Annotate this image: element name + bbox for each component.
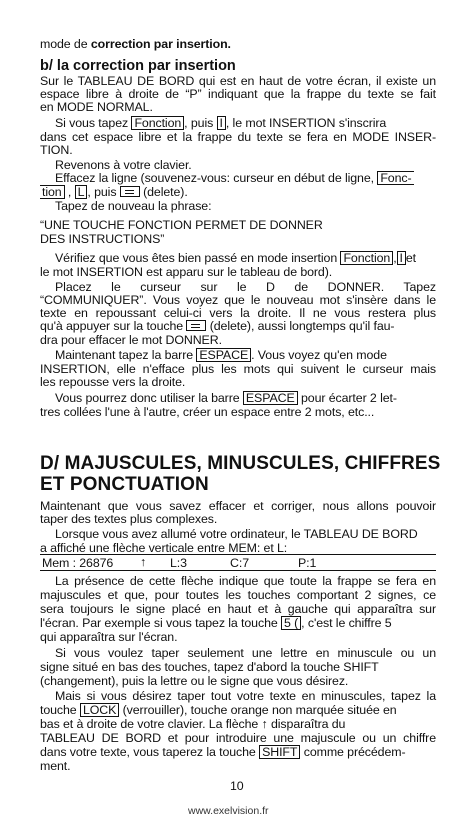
- paragraph-line: Sur le TABLEAU DE BORD qui est en haut de votre écran, il existe un: [40, 74, 436, 88]
- paragraph-line: les repousse vers la droite.: [40, 375, 186, 389]
- paragraph-line: qui apparaîtra sur l'écran.: [40, 630, 178, 644]
- paragraph-line: le mot INSERTION est apparu sur le tableau de bord).: [40, 265, 333, 279]
- quote-line: DES INSTRUCTIONS”: [40, 232, 165, 246]
- fonction-key-part: Fonc-: [377, 171, 413, 185]
- paragraph-line: (changement), puis la lettre ou le signe que vous désirez.: [40, 674, 349, 688]
- paragraph-line: texte en repoussant celui-ci vers la droite. Il ne vous restera plus: [40, 306, 436, 320]
- intro-bold-text: correction par insertion.: [90, 37, 231, 51]
- paragraph-line: Lorsque vous avez allumé votre ordinateur, le TABLEAU DE BORD: [55, 527, 418, 541]
- paragraph-line: Tapez de nouveau la phrase:: [55, 199, 212, 213]
- status-column: C:7: [230, 556, 249, 570]
- paragraph-line: “COMMUNIQUER”. Vous voyez que le nouveau mot s'insère dans le: [40, 293, 436, 307]
- i-key: I: [217, 116, 226, 130]
- section-heading-b: b/ la correction par insertion: [40, 58, 236, 74]
- paragraph-line: touche LOCK (verrouiller), touche orange non marquée située en: [40, 703, 397, 717]
- intro-text: mode de: [40, 37, 88, 51]
- paragraph-line: Revenons à votre clavier.: [55, 158, 192, 172]
- quote-line: “UNE TOUCHE FONCTION PERMET DE DONNER: [40, 218, 323, 232]
- intro-line: [40, 37, 231, 51]
- paragraph-line: ment.: [40, 759, 71, 773]
- status-line: L:3: [170, 556, 187, 570]
- i-key: I: [397, 251, 406, 265]
- paragraph-line: INSERTION, elle n'efface plus les mots qui suivent le curseur mais: [40, 362, 436, 376]
- up-arrow-icon: ↑: [261, 717, 268, 731]
- paragraph-line: dans cet espace libre et la frappe du texte se fera en MODE INSER-: [40, 130, 436, 144]
- paragraph-line: bas et à droite de votre clavier. La flèche ↑ disparaîtra du: [40, 717, 346, 731]
- paragraph-line: tion , L , puis (delete).: [42, 185, 188, 199]
- section-heading-d-line2: ET PONCTUATION: [40, 474, 209, 495]
- footer-url: www.exelvision.fr: [188, 805, 269, 817]
- paragraph-line: Effacez la ligne (souvenez-vous: curseur en début de ligne, Fonc-: [55, 171, 412, 185]
- paragraph-line: qu'à appuyer sur la touche (delete), aussi longtemps qu'il fau-: [40, 319, 395, 333]
- paragraph-line: Si vous voulez taper seulement une lettre en minuscule ou un: [55, 646, 436, 660]
- five-key: 5 (: [281, 616, 301, 630]
- espace-key: ESPACE: [243, 391, 298, 405]
- paragraph-line: Mais si vous désirez taper tout votre texte en minuscules, tapez la: [55, 689, 436, 703]
- paragraph-line: dra pour effacer le mot DONNER.: [40, 333, 222, 347]
- lock-key: LOCK: [80, 703, 119, 717]
- paragraph-line: Maintenant tapez la barre ESPACE . Vous voyez qu'en mode: [55, 348, 387, 362]
- paragraph-line: TION.: [40, 143, 73, 157]
- paragraph-line: l'écran. Par exemple si vous tapez la touche 5 ( , c'est le chiffre 5: [40, 616, 392, 630]
- delete-key-icon: [120, 186, 140, 197]
- paragraph-line: a affiché une flèche verticale entre MEM: et L:: [40, 541, 288, 555]
- shift-key: SHIFT: [259, 745, 300, 759]
- paragraph-line: taper des textes plus complexes.: [40, 512, 218, 526]
- fonction-key: Fonction: [340, 251, 393, 265]
- delete-key-icon: [186, 320, 206, 331]
- paragraph-line: dans votre texte, vous taperez la touche SHIFT comme précédem-: [40, 745, 406, 759]
- paragraph-line: espace libre à droite de “P” indiquant que la frappe du texte se fait: [40, 87, 436, 101]
- page-number: 10: [230, 779, 244, 793]
- status-bar: [40, 554, 436, 571]
- paragraph-line: Placez le curseur sur le D de DONNER. Tapez: [55, 280, 436, 294]
- paragraph-line: sera toujours le signe placé en haut et à gauche qui apparaîtra sur: [40, 602, 436, 616]
- paragraph-line: majuscules et que, pour toutes les touches comportant 2 signes, ce: [40, 588, 436, 602]
- paragraph-line: en MODE NORMAL.: [40, 100, 153, 114]
- status-page: P:1: [298, 556, 317, 570]
- paragraph-line: tres collées l'une à l'autre, créer un espace entre 2 mots, etc...: [40, 405, 375, 419]
- fonction-key: Fonction: [131, 116, 184, 130]
- l-key: L: [75, 185, 88, 199]
- paragraph-line: TABLEAU DE BORD et pour introduire une majuscule ou un chiffre: [40, 731, 436, 745]
- espace-key: ESPACE: [196, 348, 251, 362]
- status-mem: Mem : 26876: [42, 556, 114, 570]
- paragraph-line: signe situé en bas des touches, tapez d'abord la touche SHIFT: [40, 660, 379, 674]
- paragraph-line: Maintenant que vous savez effacer et corriger, nous allons pouvoir: [40, 499, 436, 513]
- section-heading-d: D/ MAJUSCULES, MINUSCULES, CHIFFRES: [40, 453, 441, 474]
- paragraph-line: Vérifiez que vous êtes bien passé en mode insertion Fonction , I et: [55, 251, 417, 265]
- up-arrow-icon: ↑: [140, 555, 147, 569]
- paragraph-line: Vous pourrez donc utiliser la barre ESPACE pour écarter 2 let-: [55, 391, 397, 405]
- fonction-key-part: tion: [40, 185, 65, 199]
- paragraph-line: Si vous tapez Fonction , puis I , le mot INSERTION s'inscrira: [55, 116, 387, 130]
- paragraph-line: La présence de cette flèche indique que toute la frappe se fera en: [55, 574, 436, 588]
